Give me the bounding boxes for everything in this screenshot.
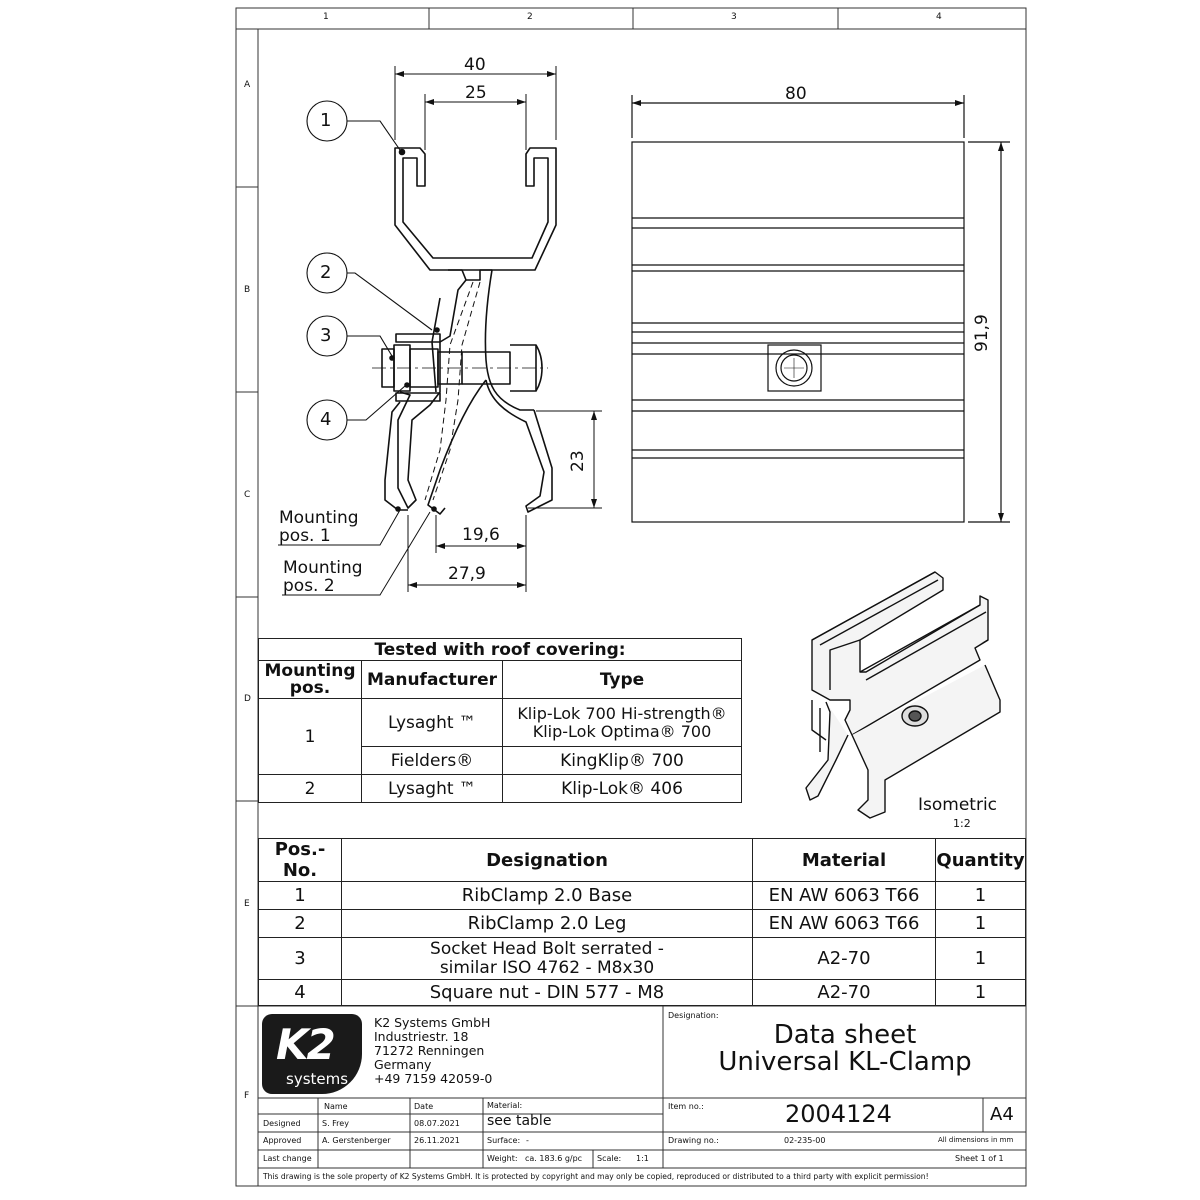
parts-header-quantity: Quantity xyxy=(936,839,1026,882)
name-header: Name xyxy=(324,1102,348,1111)
parts-row-pos: 2 xyxy=(259,910,342,938)
dim-25: 25 xyxy=(465,83,487,103)
parts-row-pos: 1 xyxy=(259,882,342,910)
surface-label: Surface: xyxy=(487,1136,521,1145)
company-city: 71272 Renningen xyxy=(374,1043,485,1058)
approved-date: 26.11.2021 xyxy=(414,1136,460,1145)
parts-list-table xyxy=(258,838,1026,1006)
weight-value: ca. 183.6 g/pc xyxy=(525,1154,583,1163)
callout-2: 2 xyxy=(320,262,332,283)
parts-row-designation-line1: Socket Head Bolt serrated - xyxy=(430,938,664,959)
parts-row-designation: Square nut - DIN 577 - M8 xyxy=(342,980,753,1006)
scale-label: Scale: xyxy=(597,1154,622,1163)
front-view-profile xyxy=(372,148,556,514)
item-value: 2004124 xyxy=(785,1100,892,1128)
roof-header-mounting: Mounting pos. xyxy=(259,661,362,699)
weight-label: Weight: xyxy=(487,1154,518,1163)
row-label-f: F xyxy=(244,1091,250,1101)
dim-23: 23 xyxy=(568,450,588,472)
mounting-pos-2-line1: Mounting xyxy=(283,558,363,578)
row-label-e: E xyxy=(244,899,250,909)
roof-row-type: Klip-Lok® 406 xyxy=(503,775,742,803)
roof-row-pos: 1 xyxy=(259,699,362,775)
row-label-b: B xyxy=(244,285,251,295)
roof-header-type: Type xyxy=(503,661,742,699)
parts-row-designation-line2: similar ISO 4762 - M8x30 xyxy=(439,957,655,978)
parts-row-material: A2-70 xyxy=(753,938,936,980)
approved-name: A. Gerstenberger xyxy=(322,1136,391,1145)
roof-table-title: Tested with roof covering: xyxy=(259,639,742,661)
date-header: Date xyxy=(414,1102,434,1111)
copyright-notice: This drawing is the sole property of K2 Systems GmbH. It is protected by copyright and may only be copied, reproduced or distributed to a third party with explicit permission! xyxy=(263,1172,929,1181)
callout-4: 4 xyxy=(320,409,332,430)
designation-line1: Data sheet xyxy=(773,1020,917,1050)
roof-row-manufacturer: Lysaght ™ xyxy=(362,699,503,747)
callout-1: 1 xyxy=(320,110,332,131)
mounting-pos-1-line1: Mounting xyxy=(279,508,359,528)
parts-row-designation: RibClamp 2.0 Base xyxy=(342,882,753,910)
logo-sub: systems xyxy=(286,1070,349,1088)
parts-header-pos: Pos.-No. xyxy=(259,839,342,882)
row-label-d: D xyxy=(244,694,251,704)
roof-row-manufacturer: Lysaght ™ xyxy=(362,775,503,803)
designed-label: Designed xyxy=(263,1119,301,1128)
isometric-label: Isometric xyxy=(918,795,998,815)
company-country: Germany xyxy=(374,1057,432,1072)
surface-value: - xyxy=(526,1136,529,1145)
column-label-2: 2 xyxy=(527,12,533,22)
parts-row-qty: 1 xyxy=(936,910,1026,938)
logo-text: K2 xyxy=(276,1020,334,1069)
column-label-1: 1 xyxy=(323,12,329,22)
parts-row-qty: 1 xyxy=(936,938,1026,980)
designed-date: 08.07.2021 xyxy=(414,1119,460,1128)
scale-value: 1:1 xyxy=(636,1154,649,1163)
parts-row-material: EN AW 6063 T66 xyxy=(753,910,936,938)
callout-3: 3 xyxy=(320,325,332,346)
parts-row-pos: 3 xyxy=(259,938,342,980)
dim-80: 80 xyxy=(785,84,807,104)
parts-row-material: A2-70 xyxy=(753,980,936,1006)
parts-row-designation: RibClamp 2.0 Leg xyxy=(342,910,753,938)
drawing-value: 02-235-00 xyxy=(784,1136,826,1145)
column-label-4: 4 xyxy=(936,12,942,22)
parts-row-designation xyxy=(342,938,753,980)
approved-label: Approved xyxy=(263,1136,302,1145)
roof-row-type-line2: Klip-Lok Optima® 700 xyxy=(532,721,712,741)
sheet-size: A4 xyxy=(990,1104,1014,1125)
parts-row-pos: 4 xyxy=(259,980,342,1006)
designation-line2: Universal KL-Clamp xyxy=(718,1047,972,1077)
sheet-number: Sheet 1 of 1 xyxy=(955,1154,1004,1163)
roof-row-type-line1: Klip-Lok 700 Hi-strength® xyxy=(517,703,727,723)
parts-row-qty: 1 xyxy=(936,882,1026,910)
company-name: K2 Systems GmbH xyxy=(374,1015,491,1030)
parts-row-qty: 1 xyxy=(936,980,1026,1006)
isometric-view xyxy=(806,572,1000,818)
designation-label: Designation: xyxy=(668,1011,719,1020)
company-phone: +49 7159 42059-0 xyxy=(374,1071,493,1086)
last-change-label: Last change xyxy=(263,1154,312,1163)
dim-19-6: 19,6 xyxy=(462,525,500,545)
material-label: Material: xyxy=(487,1101,523,1110)
designation-title xyxy=(664,1022,1026,1076)
company-logo xyxy=(262,1014,362,1094)
parts-header-designation: Designation xyxy=(342,839,753,882)
mounting-pos-1-line2: pos. 1 xyxy=(279,526,331,546)
roof-covering-table xyxy=(258,638,742,803)
company-address xyxy=(374,1016,492,1086)
parts-header-material: Material xyxy=(753,839,936,882)
material-value: see table xyxy=(487,1113,552,1129)
row-label-c: C xyxy=(244,490,251,500)
designed-name: S. Frey xyxy=(322,1119,349,1128)
roof-row-type xyxy=(503,699,742,747)
column-label-3: 3 xyxy=(731,12,737,22)
dim-27-9: 27,9 xyxy=(448,564,486,584)
dim-40: 40 xyxy=(464,55,486,75)
roof-row-pos: 2 xyxy=(259,775,362,803)
mounting-pos-1-label xyxy=(279,509,359,545)
dim-91-9: 91,9 xyxy=(972,314,992,352)
drawing-label: Drawing no.: xyxy=(668,1136,719,1145)
dimensions-note: All dimensions in mm xyxy=(938,1136,1014,1144)
roof-row-manufacturer: Fielders® xyxy=(362,747,503,775)
roof-header-manufacturer: Manufacturer xyxy=(362,661,503,699)
parts-row-material: EN AW 6063 T66 xyxy=(753,882,936,910)
mounting-pos-2-label xyxy=(283,559,363,595)
company-street: Industriestr. 18 xyxy=(374,1029,469,1044)
mounting-pos-2-line2: pos. 2 xyxy=(283,576,335,596)
row-label-a: A xyxy=(244,80,251,90)
roof-row-type: KingKlip® 700 xyxy=(503,747,742,775)
item-label: Item no.: xyxy=(668,1102,704,1111)
side-view xyxy=(632,95,1010,522)
isometric-scale: 1:2 xyxy=(953,817,971,830)
